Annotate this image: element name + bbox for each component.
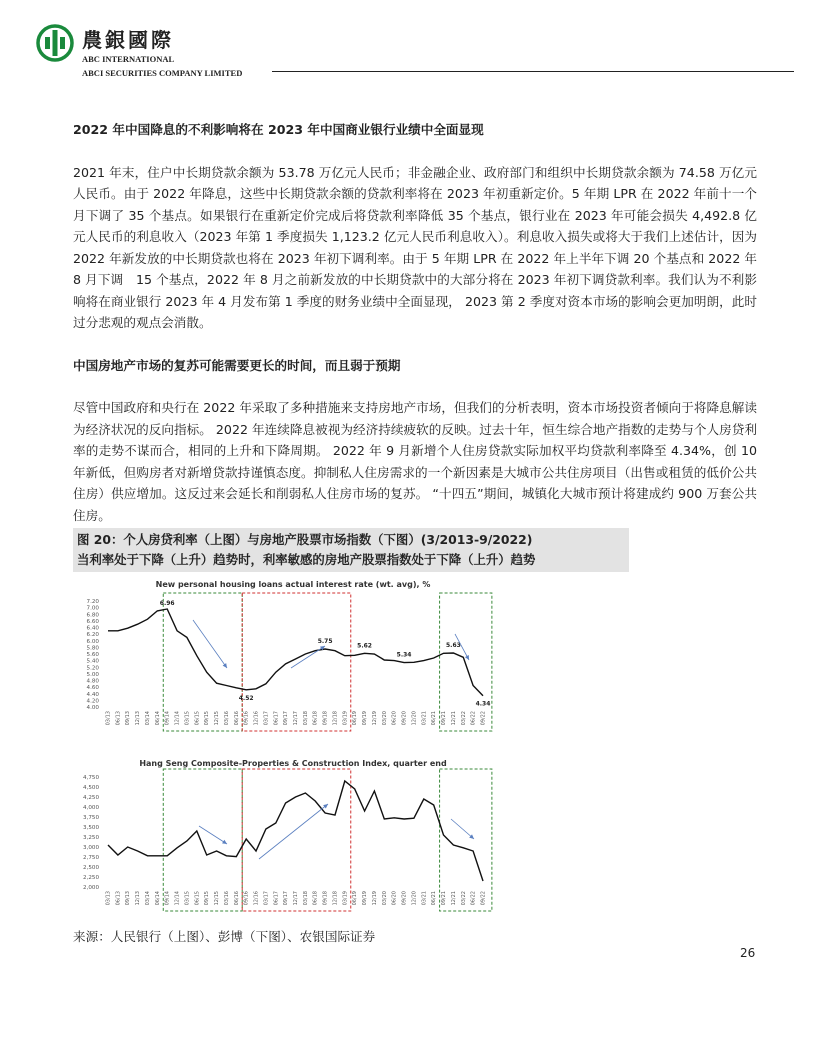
x-tick-label: 03/16 bbox=[223, 891, 230, 906]
x-tick-label: 09/19 bbox=[362, 891, 369, 906]
trend-arrow-icon bbox=[451, 819, 474, 839]
x-tick-label: 12/14 bbox=[174, 711, 181, 726]
x-tick-label: 09/18 bbox=[322, 711, 329, 726]
x-tick-label: 12/20 bbox=[411, 711, 418, 726]
section-paragraph-bank-impact: 2021 年末，住户中长期贷款余额为 53.78 万亿元人民币；非金融企业、政府部门和组织中长期贷款余额为 74.58 万亿元人民币。由于 2022 年降息，这些中长期贷款余额的贷款利率将在 2023 年初重新定价。5 年期 LPR 在 2022 年前十一个月下调了 35 个基点。如果银行在重新定价完成后将贷款利率降低 35 个基点，银行业在 2023 年可能会损失 4,492.8 亿元人民币的利息收入（2023 年第 1 季度损失 1,123.2 亿元人民币利息收入）。利息收入损失或将大于我们上述估计，因为 2022 年新发放的中长期贷款也将在 2023 年初下调利率。由于 5 年期 LPR 在 2022 年上半年下调 20 个基点和 2022 年 8 月下调 15 个基点，2022 年 8 月之前新发放的中长期贷款中的大部分将在 2023 年初下调贷款利率。我们认为不利影响将在商业银行 2023 年 4 月发布第 1 季度的财务业绩中全面显现， 2023 第 2 季度对资本市场的影响会更加明朗，此时过分悲观的观点会消散。 bbox=[73, 164, 757, 330]
x-tick-label: 03/20 bbox=[381, 891, 388, 906]
y-tick-label: 2,250 bbox=[82, 875, 99, 881]
x-tick-label: 03/14 bbox=[144, 891, 151, 906]
y-tick-label: 5.20 bbox=[86, 665, 99, 672]
y-tick-label: 5.80 bbox=[86, 645, 99, 652]
trend-period-box bbox=[440, 593, 492, 731]
trend-arrow-head-icon bbox=[222, 840, 227, 844]
y-tick-label: 5.60 bbox=[86, 652, 99, 658]
data-label: 5.75 bbox=[317, 638, 333, 646]
x-tick-label: 03/13 bbox=[105, 891, 112, 906]
trend-arrow-icon bbox=[291, 646, 325, 668]
x-tick-label: 09/14 bbox=[164, 891, 171, 906]
trend-arrow-icon bbox=[259, 804, 328, 859]
x-tick-label: 09/22 bbox=[480, 891, 487, 906]
page-number: 26 bbox=[740, 946, 756, 960]
y-tick-label: 3,250 bbox=[82, 835, 99, 841]
header-divider bbox=[272, 71, 794, 72]
x-tick-label: 03/13 bbox=[105, 711, 112, 726]
data-label: 5.62 bbox=[357, 642, 372, 650]
trend-arrow-icon bbox=[199, 826, 227, 844]
x-tick-label: 12/19 bbox=[371, 711, 378, 726]
x-tick-label: 09/22 bbox=[480, 711, 487, 726]
y-tick-label: 6.60 bbox=[86, 618, 99, 625]
data-label: 5.63 bbox=[445, 642, 461, 650]
x-tick-label: 06/15 bbox=[194, 891, 201, 906]
x-tick-label: 06/16 bbox=[233, 891, 240, 906]
x-tick-label: 06/22 bbox=[470, 711, 477, 726]
y-tick-label: 5.40 bbox=[86, 658, 99, 665]
x-tick-label: 12/14 bbox=[174, 891, 181, 906]
x-tick-label: 09/21 bbox=[441, 711, 448, 726]
x-tick-label: 03/19 bbox=[342, 711, 349, 726]
trend-period-box bbox=[242, 769, 351, 911]
x-tick-label: 09/17 bbox=[283, 711, 290, 726]
series-line bbox=[108, 781, 483, 881]
x-tick-label: 06/19 bbox=[352, 891, 359, 906]
x-tick-label: 12/19 bbox=[371, 891, 378, 906]
x-tick-label: 12/15 bbox=[214, 891, 221, 906]
y-tick-label: 4.80 bbox=[86, 678, 99, 685]
section-paragraph-property-recovery: 尽管中国政府和央行在 2022 年采取了多种措施来支持房地产市场，但我们的分析表明，资本市场投资者倾向于将降息解读为经济状况的反向指标。 2022 年连续降息被视为经济持续疲软的反映。过去十年，恒生综合地产指数的走势与个人房贷利率的走势不谋而合，相同的上升和下降周期。 2022 年 9 月新增个人住房贷款实际加权平均贷款利率降至 4.34%，创 10 年新低，但购房者对新增贷款持谨慎态度。抑制私人住房需求的一个新因素是大城市公共住房项目（出售或租赁的低价公共住房）供应增加。这反过来会延长和削弱私人住房市场的复苏。 “十四五”期间，城镇化大城市预计将建成约 900 万套公共住房。 bbox=[73, 400, 757, 523]
x-tick-label: 09/16 bbox=[243, 891, 250, 906]
x-tick-label: 06/20 bbox=[391, 711, 398, 726]
series-line bbox=[108, 609, 483, 696]
y-tick-label: 4,000 bbox=[82, 805, 99, 811]
x-tick-label: 12/16 bbox=[253, 711, 260, 726]
x-tick-label: 06/17 bbox=[273, 891, 280, 906]
x-tick-label: 12/16 bbox=[253, 891, 260, 906]
figure-caption-box bbox=[73, 528, 629, 572]
x-tick-label: 06/17 bbox=[273, 711, 280, 726]
y-tick-label: 3,750 bbox=[82, 815, 99, 821]
y-tick-label: 5.00 bbox=[86, 671, 99, 678]
x-tick-label: 06/13 bbox=[115, 711, 122, 726]
section-heading-property-recovery: 中国房地产市场的复苏可能需要更长的时间，而且弱于预期 bbox=[73, 357, 401, 373]
x-tick-label: 09/13 bbox=[125, 891, 132, 906]
x-tick-label: 03/17 bbox=[263, 891, 270, 906]
x-tick-label: 09/20 bbox=[401, 891, 408, 906]
x-tick-label: 09/21 bbox=[441, 891, 448, 906]
x-tick-label: 12/13 bbox=[135, 711, 142, 726]
y-tick-label: 2,000 bbox=[82, 885, 99, 891]
y-tick-label: 4.20 bbox=[86, 698, 99, 705]
figure-title: 图 20：个人房贷利率（上图）与房地产股票市场指数（下图）(3/2013-9/2022) bbox=[77, 532, 533, 547]
x-tick-label: 06/15 bbox=[194, 711, 201, 726]
y-tick-label: 6.80 bbox=[86, 612, 99, 619]
x-tick-label: 03/18 bbox=[302, 711, 309, 726]
trend-period-box bbox=[163, 769, 242, 911]
brand-name-english: ABC INTERNATIONAL bbox=[82, 54, 175, 64]
y-tick-label: 4,250 bbox=[82, 795, 99, 801]
x-tick-label: 09/13 bbox=[125, 711, 132, 726]
x-tick-label: 03/22 bbox=[460, 711, 467, 726]
section-heading-bank-impact: 2022 年中国降息的不利影响将在 2023 年中国商业银行业绩中全面显现 bbox=[73, 122, 484, 137]
trend-period-box bbox=[242, 593, 351, 731]
source-note: 来源：人民银行（上图）、彭博（下图）、农银国际证券 bbox=[73, 929, 376, 944]
chart-title: Hang Seng Composite-Properties & Construction Index, quarter end bbox=[139, 759, 447, 768]
x-tick-label: 03/18 bbox=[302, 891, 309, 906]
trend-period-box bbox=[440, 769, 492, 911]
x-tick-label: 03/20 bbox=[381, 711, 388, 726]
y-tick-label: 4,750 bbox=[82, 775, 99, 781]
y-tick-label: 4.60 bbox=[86, 685, 99, 692]
brand-name-chinese: 農銀國際 bbox=[82, 28, 174, 52]
x-tick-label: 09/18 bbox=[322, 891, 329, 906]
x-tick-label: 09/14 bbox=[164, 711, 171, 726]
x-tick-label: 06/22 bbox=[470, 891, 477, 906]
x-tick-label: 12/18 bbox=[332, 711, 339, 726]
x-tick-label: 09/16 bbox=[243, 711, 250, 726]
x-tick-label: 09/19 bbox=[362, 711, 369, 726]
trend-arrow-head-icon bbox=[223, 663, 227, 668]
x-tick-label: 03/16 bbox=[223, 711, 230, 726]
data-label: 6.96 bbox=[159, 599, 175, 607]
x-tick-label: 12/17 bbox=[293, 711, 299, 726]
x-tick-label: 03/15 bbox=[184, 891, 191, 906]
x-tick-label: 03/19 bbox=[342, 891, 349, 906]
y-tick-label: 4,500 bbox=[82, 785, 99, 791]
main-content bbox=[73, 119, 757, 526]
y-tick-label: 2,500 bbox=[82, 865, 99, 871]
y-tick-label: 7.00 bbox=[86, 605, 99, 612]
x-tick-label: 03/17 bbox=[263, 711, 270, 726]
x-tick-label: 12/21 bbox=[450, 891, 457, 906]
x-tick-label: 12/15 bbox=[214, 711, 221, 726]
x-tick-label: 06/16 bbox=[233, 711, 240, 726]
data-label: 4.52 bbox=[238, 694, 254, 702]
x-tick-label: 12/20 bbox=[411, 891, 418, 906]
chart-title: New personal housing loans actual interest rate (wt. avg), % bbox=[155, 580, 431, 589]
x-tick-label: 12/18 bbox=[332, 891, 339, 906]
x-tick-label: 03/21 bbox=[421, 891, 428, 906]
x-tick-label: 06/19 bbox=[352, 711, 359, 726]
x-tick-label: 06/21 bbox=[431, 711, 438, 726]
x-tick-label: 09/15 bbox=[204, 891, 211, 906]
x-tick-label: 06/14 bbox=[154, 891, 161, 906]
y-tick-label: 3,000 bbox=[82, 845, 99, 851]
trend-period-box bbox=[163, 593, 242, 731]
page-header bbox=[36, 20, 780, 80]
y-tick-label: 3,500 bbox=[82, 825, 99, 831]
figure-charts bbox=[73, 576, 493, 921]
y-tick-label: 6.00 bbox=[86, 638, 99, 645]
trend-arrow-icon bbox=[193, 620, 227, 668]
y-tick-label: 2,750 bbox=[82, 855, 99, 861]
x-tick-label: 03/14 bbox=[144, 711, 151, 726]
x-tick-label: 03/22 bbox=[460, 891, 467, 906]
y-tick-label: 4.00 bbox=[86, 705, 99, 711]
y-tick-label: 6.40 bbox=[86, 625, 99, 632]
x-tick-label: 06/13 bbox=[115, 891, 122, 906]
data-label: 5.34 bbox=[396, 651, 412, 659]
brand-company-name: ABCI SECURITIES COMPANY LIMITED bbox=[82, 68, 243, 78]
x-tick-label: 09/17 bbox=[283, 891, 290, 906]
x-tick-label: 06/20 bbox=[391, 891, 398, 906]
x-tick-label: 06/18 bbox=[312, 891, 319, 906]
data-label: 4.34 bbox=[475, 700, 491, 708]
y-tick-label: 6.20 bbox=[86, 632, 99, 639]
x-tick-label: 12/17 bbox=[293, 891, 299, 906]
x-tick-label: 06/21 bbox=[431, 891, 438, 906]
x-tick-label: 12/13 bbox=[135, 891, 142, 906]
x-tick-label: 03/21 bbox=[421, 711, 428, 726]
x-tick-label: 03/15 bbox=[184, 711, 191, 726]
x-tick-label: 06/18 bbox=[312, 711, 319, 726]
x-tick-label: 09/15 bbox=[204, 711, 211, 726]
y-tick-label: 4.40 bbox=[86, 691, 99, 698]
x-tick-label: 12/21 bbox=[450, 711, 457, 726]
x-tick-label: 06/14 bbox=[154, 711, 161, 726]
x-tick-label: 09/20 bbox=[401, 711, 408, 726]
trend-arrow-head-icon bbox=[323, 804, 328, 809]
y-tick-label: 7.20 bbox=[86, 599, 99, 605]
abc-logo-icon bbox=[36, 24, 74, 62]
figure-subtitle: 当利率处于下降（上升）趋势时，利率敏感的房地产股票指数处于下降（上升）趋势 bbox=[77, 552, 536, 567]
